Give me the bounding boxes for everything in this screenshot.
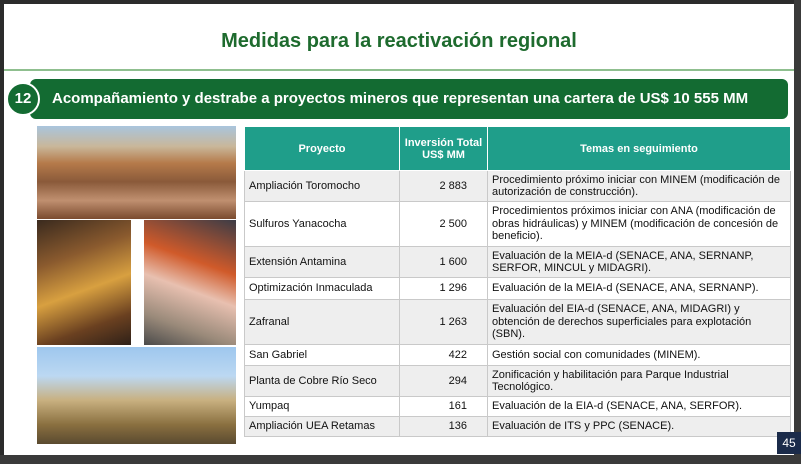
cell-temas: Evaluación del EIA-d (SENACE, ANA, MIDAGRI) y obtención de derechos superficiales para explotación (SBN). bbox=[488, 300, 791, 345]
cell-inversion: 1 263 bbox=[400, 300, 488, 345]
cell-proyecto: Ampliación Toromocho bbox=[245, 171, 400, 202]
header-proyecto: Proyecto bbox=[245, 127, 400, 171]
banner-text: Acompañamiento y destrabe a proyectos mineros que representan una cartera de US$ 10 555 MM bbox=[52, 90, 749, 107]
cell-proyecto: Optimización Inmaculada bbox=[245, 278, 400, 300]
header-inversion: Inversión Total US$ MM bbox=[400, 127, 488, 171]
mine-open-pit-photo bbox=[37, 126, 236, 219]
copper-cathode-worker-photo bbox=[144, 220, 236, 345]
cell-proyecto: Extensión Antamina bbox=[245, 247, 400, 278]
table-row bbox=[245, 171, 791, 202]
cell-inversion: 1 296 bbox=[400, 278, 488, 300]
section-banner bbox=[30, 79, 788, 119]
cell-inversion: 294 bbox=[400, 366, 488, 397]
header-temas: Temas en seguimiento bbox=[488, 127, 791, 171]
cell-temas: Zonificación y habilitación para Parque Industrial Tecnológico. bbox=[488, 366, 791, 397]
cell-temas: Evaluación de la MEIA-d (SENACE, ANA, SERNANP). bbox=[488, 278, 791, 300]
mine-plant-interior-photo bbox=[37, 220, 131, 345]
slide bbox=[4, 4, 794, 455]
table-header-row bbox=[245, 127, 791, 171]
table-row bbox=[245, 417, 791, 437]
cell-temas: Procedimiento próximo iniciar con MINEM (modificación de autorización de construcción). bbox=[488, 171, 791, 202]
cell-proyecto: Yumpaq bbox=[245, 397, 400, 417]
table-row bbox=[245, 345, 791, 366]
cell-temas: Evaluación de ITS y PPC (SENACE). bbox=[488, 417, 791, 437]
cell-proyecto: San Gabriel bbox=[245, 345, 400, 366]
table-row bbox=[245, 247, 791, 278]
window-edge-right bbox=[794, 0, 801, 464]
table-row bbox=[245, 300, 791, 345]
section-number-badge: 12 bbox=[6, 82, 40, 116]
table-row bbox=[245, 366, 791, 397]
cell-temas: Gestión social con comunidades (MINEM). bbox=[488, 345, 791, 366]
cell-proyecto: Ampliación UEA Retamas bbox=[245, 417, 400, 437]
cell-inversion: 2 883 bbox=[400, 171, 488, 202]
projects-table bbox=[244, 126, 791, 437]
table-row bbox=[245, 278, 791, 300]
cell-inversion: 136 bbox=[400, 417, 488, 437]
window-edge-bottom bbox=[0, 455, 801, 464]
cell-inversion: 2 500 bbox=[400, 202, 488, 247]
table-row bbox=[245, 202, 791, 247]
cell-proyecto: Sulfuros Yanacocha bbox=[245, 202, 400, 247]
table-row bbox=[245, 397, 791, 417]
page-number: 45 bbox=[777, 432, 801, 454]
cell-temas: Evaluación de la EIA-d (SENACE, ANA, SERFOR). bbox=[488, 397, 791, 417]
title-divider bbox=[4, 69, 794, 71]
cell-inversion: 1 600 bbox=[400, 247, 488, 278]
cell-proyecto: Planta de Cobre Río Seco bbox=[245, 366, 400, 397]
cell-temas: Procedimientos próximos iniciar con ANA (modificación de obras hidráulicas) y MINEM (modificación de concesión de beneficio). bbox=[488, 202, 791, 247]
cell-inversion: 161 bbox=[400, 397, 488, 417]
page-title: Medidas para la reactivación regional bbox=[221, 30, 577, 52]
mining-excavator-worker-photo bbox=[37, 347, 236, 444]
cell-temas: Evaluación de la MEIA-d (SENACE, ANA, SERNANP, SERFOR, MINCUL y MIDAGRI). bbox=[488, 247, 791, 278]
cell-proyecto: Zafranal bbox=[245, 300, 400, 345]
cell-inversion: 422 bbox=[400, 345, 488, 366]
